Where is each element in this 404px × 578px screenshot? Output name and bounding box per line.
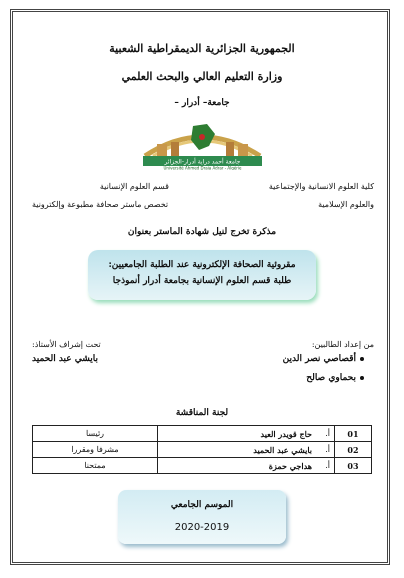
jury-title: أ. bbox=[316, 426, 335, 442]
jury-num: 03 bbox=[335, 458, 372, 474]
table-row bbox=[33, 442, 372, 458]
supervisor-name: بايشي عبد الحميد bbox=[32, 354, 99, 364]
logo-caption: جامعة أحمد دراية أدرار-الجزائر bbox=[164, 158, 241, 166]
student-name-2 bbox=[306, 373, 364, 383]
republic-heading: الجمهورية الجزائرية الديمقراطية الشعبية bbox=[109, 42, 295, 55]
students-label: من إعداد الطالبين: bbox=[311, 340, 374, 349]
logo-caption-latin: Université Ahmed Draia Adrar - Algérie bbox=[163, 165, 242, 170]
memo-label: مذكرة تخرج لنيل شهادة الماستر بعنوان bbox=[127, 227, 277, 237]
bullet-icon bbox=[360, 376, 364, 380]
academic-year-value: 2020-2019 bbox=[174, 522, 230, 533]
faculty-line1: كلية العلوم الانسانية والإجتماعية bbox=[268, 182, 374, 191]
faculty-line2: والعلوم الإسلامية bbox=[318, 200, 374, 209]
jury-table bbox=[32, 425, 372, 474]
table-row bbox=[33, 426, 372, 442]
bullet-icon bbox=[360, 357, 364, 361]
jury-name: هداجي حمزة bbox=[158, 458, 317, 474]
jury-name: بايشي عبد الحميد bbox=[158, 442, 317, 458]
thesis-title-box bbox=[88, 250, 316, 300]
ministry-heading: وزارة التعليم العالي والبحث العلمي bbox=[121, 70, 283, 83]
university-heading: جامعة– أدرار – bbox=[174, 98, 230, 108]
specialty: تخصص ماستر صحافة مطبوعة وإلكترونية bbox=[32, 200, 169, 209]
jury-label: لجنة المناقشة bbox=[175, 408, 229, 418]
jury-num: 02 bbox=[335, 442, 372, 458]
jury-role: رئيسا bbox=[33, 426, 158, 442]
jury-title: أ. bbox=[316, 458, 335, 474]
thesis-title-line1: مقروئية الصحافة الإلكترونية عند الطلبة الجامعيين: bbox=[108, 260, 296, 270]
student-name-text: بحماوي صالح bbox=[306, 373, 356, 383]
department: قسم العلوم الإنسانية bbox=[99, 182, 169, 191]
jury-title: أ. bbox=[316, 442, 335, 458]
student-name-1 bbox=[283, 354, 364, 364]
jury-name: حاج قويدر العيد bbox=[158, 426, 317, 442]
supervisor-label: تحت إشراف الأستاذ: bbox=[32, 340, 101, 349]
academic-year-box bbox=[118, 490, 286, 544]
jury-role: مشرفا ومقررا bbox=[33, 442, 158, 458]
jury-role: ممتحنا bbox=[33, 458, 158, 474]
thesis-title-line2: طلبة قسم العلوم الإنسانية بجامعة أدرار أنموذجا bbox=[112, 276, 292, 286]
student-name-text: أقصاصي نصر الدين bbox=[282, 354, 356, 364]
jury-num: 01 bbox=[335, 426, 372, 442]
university-logo bbox=[135, 120, 270, 170]
academic-year-label: الموسم الجامعي bbox=[170, 500, 234, 510]
table-row bbox=[33, 458, 372, 474]
